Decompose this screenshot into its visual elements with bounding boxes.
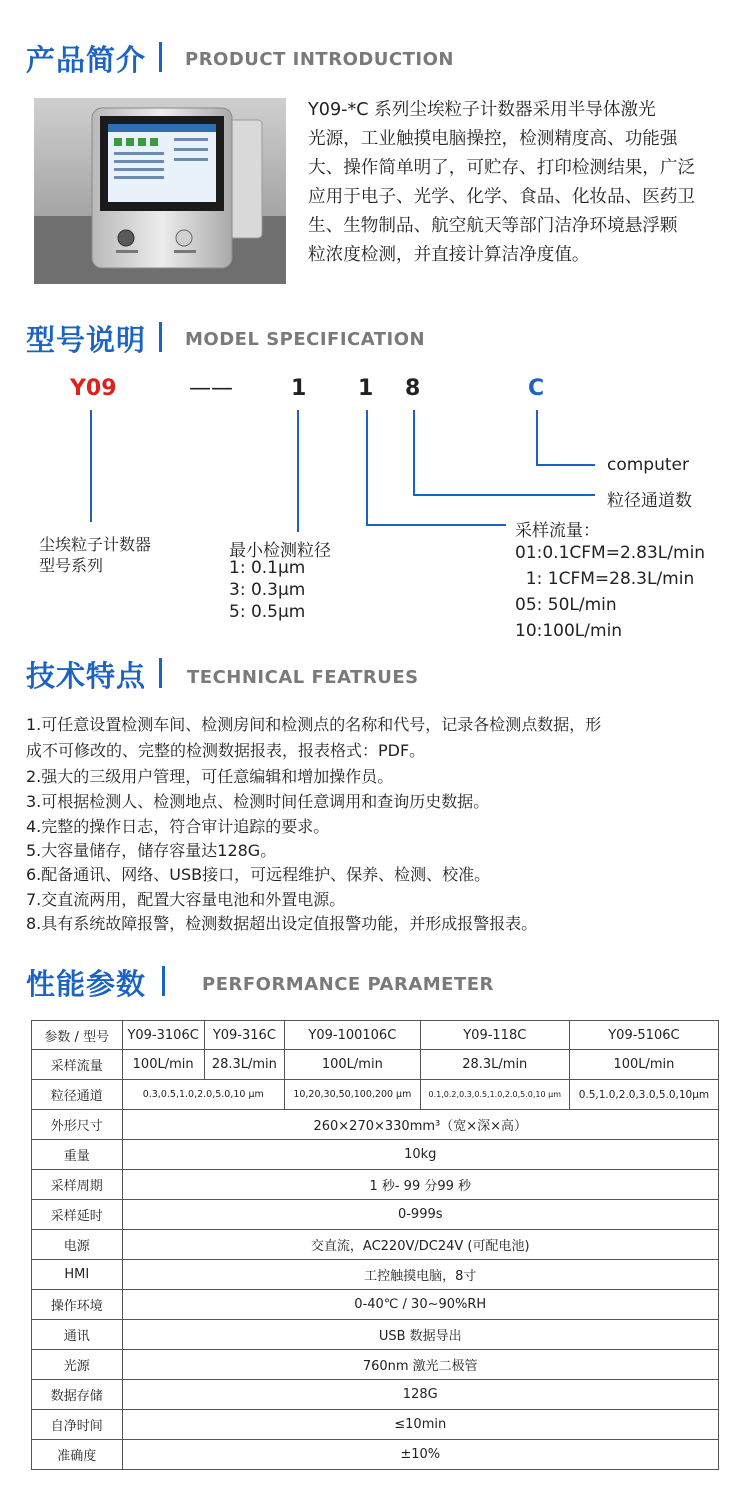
feature-line: 1.可任意设置检测车间、检测房间和检测点的名称和代号，记录各检测点数据，形 <box>26 715 602 734</box>
connector-computer-v <box>536 410 538 466</box>
table-cell: ±10% <box>122 1440 719 1470</box>
channel-label: 粒径通道数 <box>607 491 692 511</box>
table-cell: 交直流，AC220V/DC24V (可配电池) <box>122 1230 719 1260</box>
table-row <box>32 1200 719 1230</box>
table-cell: Y09-118C <box>420 1021 569 1050</box>
flow-option: 01:0.1CFM=2.83L/min <box>515 543 706 563</box>
perf-divider <box>162 966 165 996</box>
model-title-en: MODEL SPECIFICATION <box>185 329 426 350</box>
feature-line: 2.强大的三级用户管理，可任意编辑和增加操作员。 <box>26 767 394 786</box>
table-cell: 采样流量 <box>32 1050 123 1080</box>
table-cell: 0.5,1.0,2.0,3.0,5.0,10μm <box>569 1080 718 1110</box>
table-cell: 100L/min <box>569 1050 718 1080</box>
table-row <box>32 1260 719 1290</box>
model-divider <box>159 322 162 352</box>
table-cell: 通讯 <box>32 1320 123 1350</box>
table-cell: 电源 <box>32 1230 123 1260</box>
table-cell: 28.3L/min <box>204 1050 284 1080</box>
table-cell: 采样周期 <box>32 1170 123 1200</box>
feature-line: 5.大容量储存，储存容量达128G。 <box>26 841 277 860</box>
performance-table <box>31 1020 719 1470</box>
table-cell: 0.3,0.5,1.0,2.0,5.0,10 μm <box>122 1080 284 1110</box>
min-size-option: 3: 0.3μm <box>229 580 306 600</box>
table-cell: 0.1,0.2,0.3,0.5,1.0,2.0,5.0,10 μm <box>420 1080 569 1110</box>
feature-line: 3.可根据检测人、检测地点、检测时间任意调用和查询历史数据。 <box>26 792 490 811</box>
code-part-3: 8 <box>405 376 421 401</box>
table-cell: 0-999s <box>122 1200 719 1230</box>
table-cell: 10,20,30,50,100,200 μm <box>284 1080 420 1110</box>
flow-title: 采样流量： <box>515 521 600 541</box>
table-cell: 760nm 激光二极管 <box>122 1350 719 1380</box>
table-cell: Y09-3106C <box>122 1021 204 1050</box>
intro-line: 应用于电子、光学、化学、食品、化妆品、医药卫 <box>308 187 696 207</box>
table-cell: 操作环境 <box>32 1290 123 1320</box>
intro-line: 粒浓度检测，并直接计算洁净度值。 <box>308 245 590 265</box>
code-part-2: 1 <box>358 376 374 401</box>
table-row <box>32 1050 719 1080</box>
table-cell: 外形尺寸 <box>32 1110 123 1140</box>
connector-min-size <box>297 410 299 532</box>
series-label: 尘埃粒子计数器 <box>39 535 152 554</box>
feature-line: 8.具有系统故障报警，检测数据超出设定值报警功能，并形成报警报表。 <box>26 914 538 933</box>
table-header-row <box>32 1021 719 1050</box>
computer-label: computer <box>607 455 689 475</box>
table-cell: 28.3L/min <box>420 1050 569 1080</box>
table-cell: 1 秒- 99 分99 秒 <box>122 1170 719 1200</box>
table-cell: Y09-5106C <box>569 1021 718 1050</box>
tech-divider <box>159 658 162 688</box>
table-row <box>32 1080 719 1110</box>
intro-line: 大、操作简单明了，可贮存、打印检测结果，广泛 <box>308 158 696 178</box>
table-cell: 工控触摸电脑，8寸 <box>122 1260 719 1290</box>
flow-option: 05: 50L/min <box>515 595 617 615</box>
table-row <box>32 1380 719 1410</box>
flow-option: 1: 1CFM=28.3L/min <box>515 569 695 589</box>
table-row <box>32 1140 719 1170</box>
connector-flow-v <box>366 410 368 526</box>
product-photo <box>34 98 286 284</box>
table-cell: 128G <box>122 1380 719 1410</box>
table-cell: USB 数据导出 <box>122 1320 719 1350</box>
min-size-option: 1: 0.1μm <box>229 558 306 578</box>
table-row <box>32 1410 719 1440</box>
connector-channel-v <box>413 410 415 496</box>
table-cell: 0-40℃ / 30~90%RH <box>122 1290 719 1320</box>
connector-series <box>90 410 92 522</box>
connector-computer-h <box>536 464 595 466</box>
min-size-title: 最小检测粒径 <box>229 541 331 561</box>
feature-line: 成不可修改的、完整的检测数据报表，报表格式：PDF。 <box>26 741 426 760</box>
table-row <box>32 1440 719 1470</box>
code-dash: —— <box>189 376 233 401</box>
feature-line: 7.交直流两用，配置大容量电池和外置电源。 <box>26 890 346 909</box>
code-prefix: Y09 <box>70 376 117 401</box>
table-cell: 参数 / 型号 <box>32 1021 123 1050</box>
series-label: 型号系列 <box>39 556 104 575</box>
connector-flow-h <box>366 524 506 526</box>
table-cell: 粒径通道 <box>32 1080 123 1110</box>
table-cell: 数据存储 <box>32 1380 123 1410</box>
intro-line: Y09-*C 系列尘埃粒子计数器采用半导体激光 <box>308 100 656 120</box>
intro-line: 光源，工业触摸电脑操控，检测精度高、功能强 <box>308 129 678 149</box>
model-title-cn: 型号说明 <box>26 323 147 357</box>
intro-divider <box>159 42 162 72</box>
table-cell: 重量 <box>32 1140 123 1170</box>
table-row <box>32 1230 719 1260</box>
perf-title-cn: 性能参数 <box>26 967 147 1001</box>
intro-title-cn: 产品简介 <box>26 43 147 77</box>
connector-channel-h <box>413 494 595 496</box>
perf-title-en: PERFORMANCE PARAMETER <box>202 974 494 995</box>
table-cell: ≤10min <box>122 1410 719 1440</box>
table-row <box>32 1350 719 1380</box>
intro-line: 生、生物制品、航空航天等部门洁净环境悬浮颗 <box>308 216 678 236</box>
table-cell: 100L/min <box>284 1050 420 1080</box>
tech-title-cn: 技术特点 <box>26 659 147 693</box>
code-part-1: 1 <box>291 376 307 401</box>
table-cell: Y09-100106C <box>284 1021 420 1050</box>
flow-option: 10:100L/min <box>515 621 623 641</box>
tech-title-en: TECHNICAL FEATRUES <box>187 667 419 688</box>
feature-line: 6.配备通讯、网络、USB接口，可远程维护、保养、检测、校准。 <box>26 865 491 884</box>
table-cell: 采样延时 <box>32 1200 123 1230</box>
table-cell: Y09-316C <box>204 1021 284 1050</box>
particle-counter-image <box>34 98 286 284</box>
feature-line: 4.完整的操作日志，符合审计追踪的要求。 <box>26 817 330 836</box>
code-part-4: C <box>528 376 545 401</box>
table-cell: 10kg <box>122 1140 719 1170</box>
table-cell: HMI <box>32 1260 123 1290</box>
intro-title-en: PRODUCT INTRODUCTION <box>185 49 454 70</box>
table-cell: 自净时间 <box>32 1410 123 1440</box>
table-cell: 100L/min <box>122 1050 204 1080</box>
table-cell: 准确度 <box>32 1440 123 1470</box>
table-row <box>32 1290 719 1320</box>
table-cell: 260×270×330mm³（宽×深×高） <box>122 1110 719 1140</box>
table-cell: 光源 <box>32 1350 123 1380</box>
table-row <box>32 1110 719 1140</box>
table-row <box>32 1320 719 1350</box>
table-row <box>32 1170 719 1200</box>
min-size-option: 5: 0.5μm <box>229 602 306 622</box>
